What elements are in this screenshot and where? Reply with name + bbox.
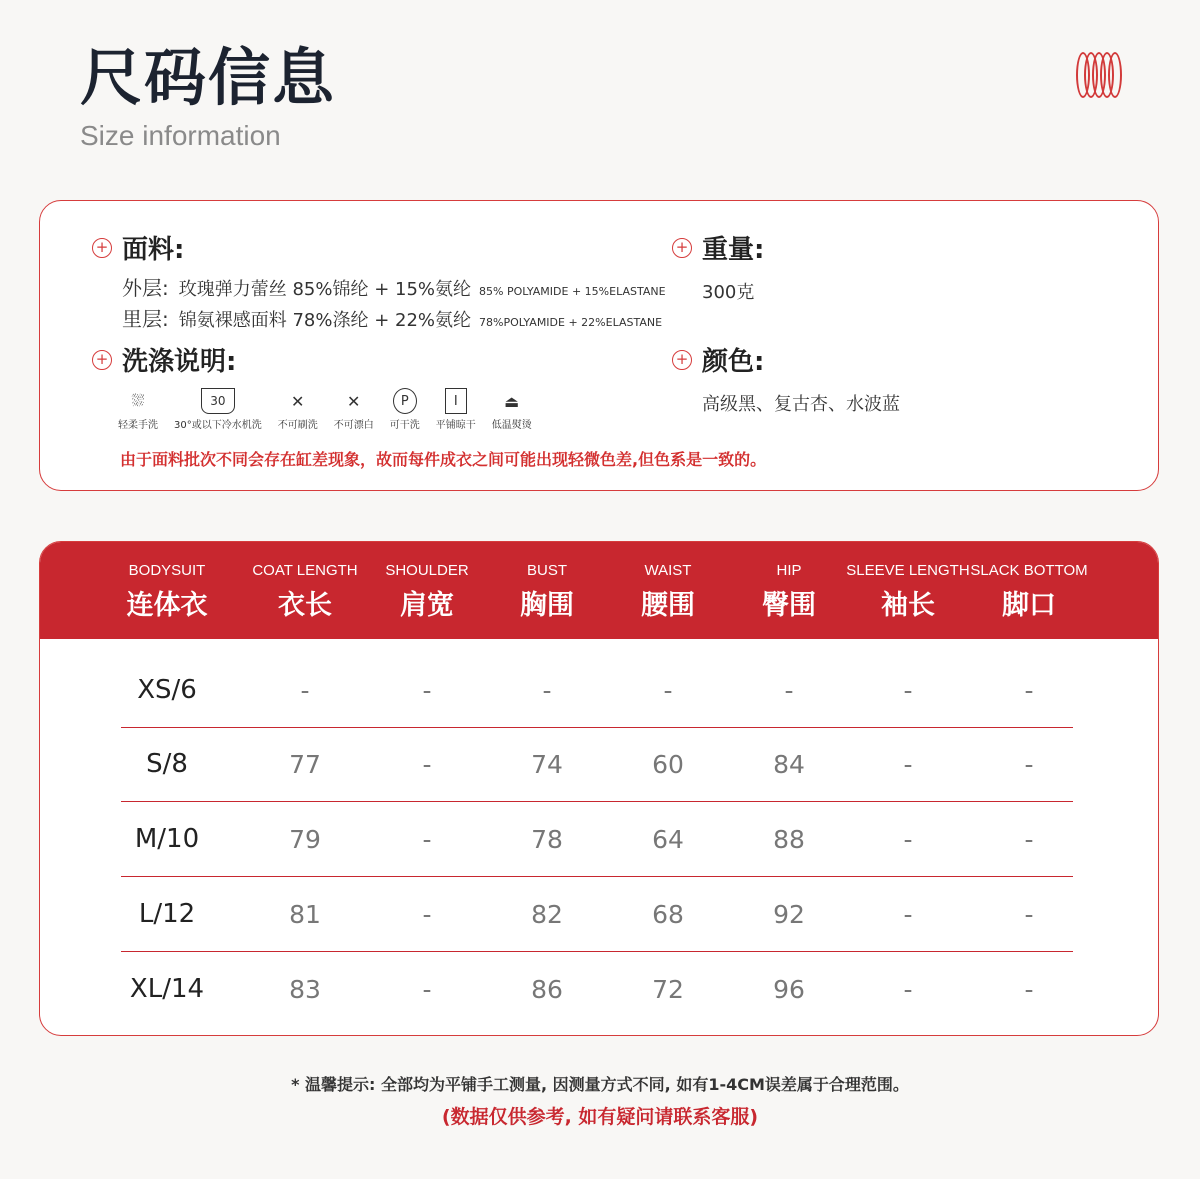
reference-note: (数据仅供参考, 如有疑问请联系客服) [441,1106,759,1128]
page-title: 尺码信息 [80,41,337,114]
size-table-header [40,542,1158,639]
flat-dry-icon: I [445,388,467,414]
washing-title: 洗涤说明: [122,347,237,377]
column-header-cn: 肩宽 [400,590,454,621]
column-header-cn: 胸围 [520,590,574,621]
column-header [482,542,612,639]
table-cell: 60 [652,750,684,779]
table-cell: - [903,825,913,854]
table-cell: 68 [652,900,684,929]
table-cell: - [422,750,432,779]
column-header-cn: 腰围 [641,590,695,621]
table-cell: - [1024,900,1034,929]
table-cell: 82 [531,900,563,929]
column-header-en: BODYSUIT [128,562,206,579]
care-label: 30°或以下冷水机洗 [174,420,262,431]
low-iron-icon: ⏏ [504,391,520,411]
column-header-en: COAT LENGTH [252,562,358,579]
size-label: XS/6 [137,675,197,705]
table-cell: - [903,900,913,929]
dry-clean-p-icon: P [393,388,417,414]
size-label: M/10 [134,824,200,854]
fabric-section [92,229,666,332]
column-header-cn: 衣长 [278,590,332,621]
care-item [174,388,262,431]
care-item [390,388,420,431]
hand-wash-icon: ⛆ [131,391,145,410]
table-cell: - [1024,676,1034,705]
size-table [39,541,1159,1036]
care-label: 不可刷洗 [277,420,318,431]
care-label: 不可漂白 [333,420,374,431]
table-cell: - [422,825,432,854]
table-cell: 84 [773,750,805,779]
machine-wash-30-icon: 30 [201,388,234,414]
care-item [334,388,374,431]
column-header-cn: 臀围 [762,590,816,621]
care-label: 可干洗 [389,420,420,431]
column-header [964,542,1094,639]
table-cell: - [422,676,432,705]
table-cell: - [1024,825,1034,854]
fabric-title: 面料: [122,235,185,265]
column-header-cn: 脚口 [1002,590,1056,621]
size-label: L/12 [138,899,196,929]
care-label: 低温熨烫 [491,420,532,431]
column-header [724,542,854,639]
care-label: 平铺晾干 [435,420,476,431]
table-cell: - [903,750,913,779]
table-cell: 86 [531,975,563,1004]
page-subtitle: Size information [80,120,281,151]
table-row [40,952,1158,1027]
table-cell: 77 [289,750,321,779]
column-header-en: WAIST [644,562,692,579]
table-cell: - [300,676,310,705]
column-header-en: SLACK BOTTOM [970,562,1088,579]
table-cell: 92 [773,900,805,929]
table-cell: 83 [289,975,321,1004]
table-cell: - [422,900,432,929]
table-cell: - [903,676,913,705]
size-label: XL/14 [129,974,205,1004]
table-cell: 74 [531,750,563,779]
size-label: S/8 [146,749,188,779]
column-header-en: BUST [526,562,567,579]
plus-icon: + [92,238,112,258]
table-cell: 81 [289,900,321,929]
no-brush-icon: ✕ [291,391,305,411]
table-cell: 78 [531,825,563,854]
table-cell: - [1024,750,1034,779]
column-header-en: HIP [776,562,802,579]
washing-section [92,341,548,431]
table-cell: - [663,676,673,705]
weight-value: 300克 [702,282,755,303]
column-header-cn: 连体衣 [126,590,208,621]
column-header [240,542,370,639]
no-bleach-icon: ✕ [347,391,361,411]
plus-icon: + [672,238,692,258]
table-cell: 64 [652,825,684,854]
info-panel [39,200,1159,491]
page-header [80,42,336,152]
table-cell: 96 [773,975,805,1004]
color-value: 高级黑、复古杏、水波蓝 [702,394,900,415]
color-title: 颜色: [702,347,765,377]
column-header-en: SLEEVE LENGTH [846,562,970,579]
table-cell: - [542,676,552,705]
table-row [40,653,1158,728]
table-row [40,802,1158,877]
column-header-en: SHOULDER [385,562,469,579]
column-header [362,542,492,639]
rings-logo-icon [1076,52,1122,100]
column-header [603,542,733,639]
table-cell: - [903,975,913,1004]
fabric-inner: 里层: 锦氨裸感面料 78%涤纶 + 22%氨纶 78%POLYAMIDE + 22%ELASTANE [122,307,663,331]
care-item [492,388,532,431]
plus-icon: + [92,350,112,370]
column-header [102,542,232,639]
column-header [843,542,973,639]
care-label: 轻柔手洗 [118,420,158,431]
table-row [40,877,1158,952]
table-cell: - [422,975,432,1004]
table-row [40,727,1158,802]
measurement-tip: * 温馨提示: 全部均为平铺手工测量, 因测量方式不同, 如有1-4CM误差属于合理范围。 [291,1075,909,1094]
weight-section [672,229,764,304]
fabric-outer: 外层: 玫瑰弹力蕾丝 85%锦纶 + 15%氨纶 85% POLYAMIDE + 15%ELASTANE [122,276,666,300]
care-icons [118,388,548,431]
column-header-cn: 袖长 [881,590,935,621]
color-section [672,341,900,416]
table-cell: 79 [289,825,321,854]
care-item [436,388,476,431]
color-difference-notice: 由于面料批次不同会存在缸差现象，故而每件成衣之间可能出现轻微色差,但色系是一致的。 [120,450,767,469]
plus-icon: + [672,350,692,370]
care-item [278,388,318,431]
care-item [118,388,158,431]
weight-title: 重量: [702,235,765,265]
table-cell: - [784,676,794,705]
table-cell: 72 [652,975,684,1004]
table-cell: - [1024,975,1034,1004]
table-cell: 88 [773,825,805,854]
